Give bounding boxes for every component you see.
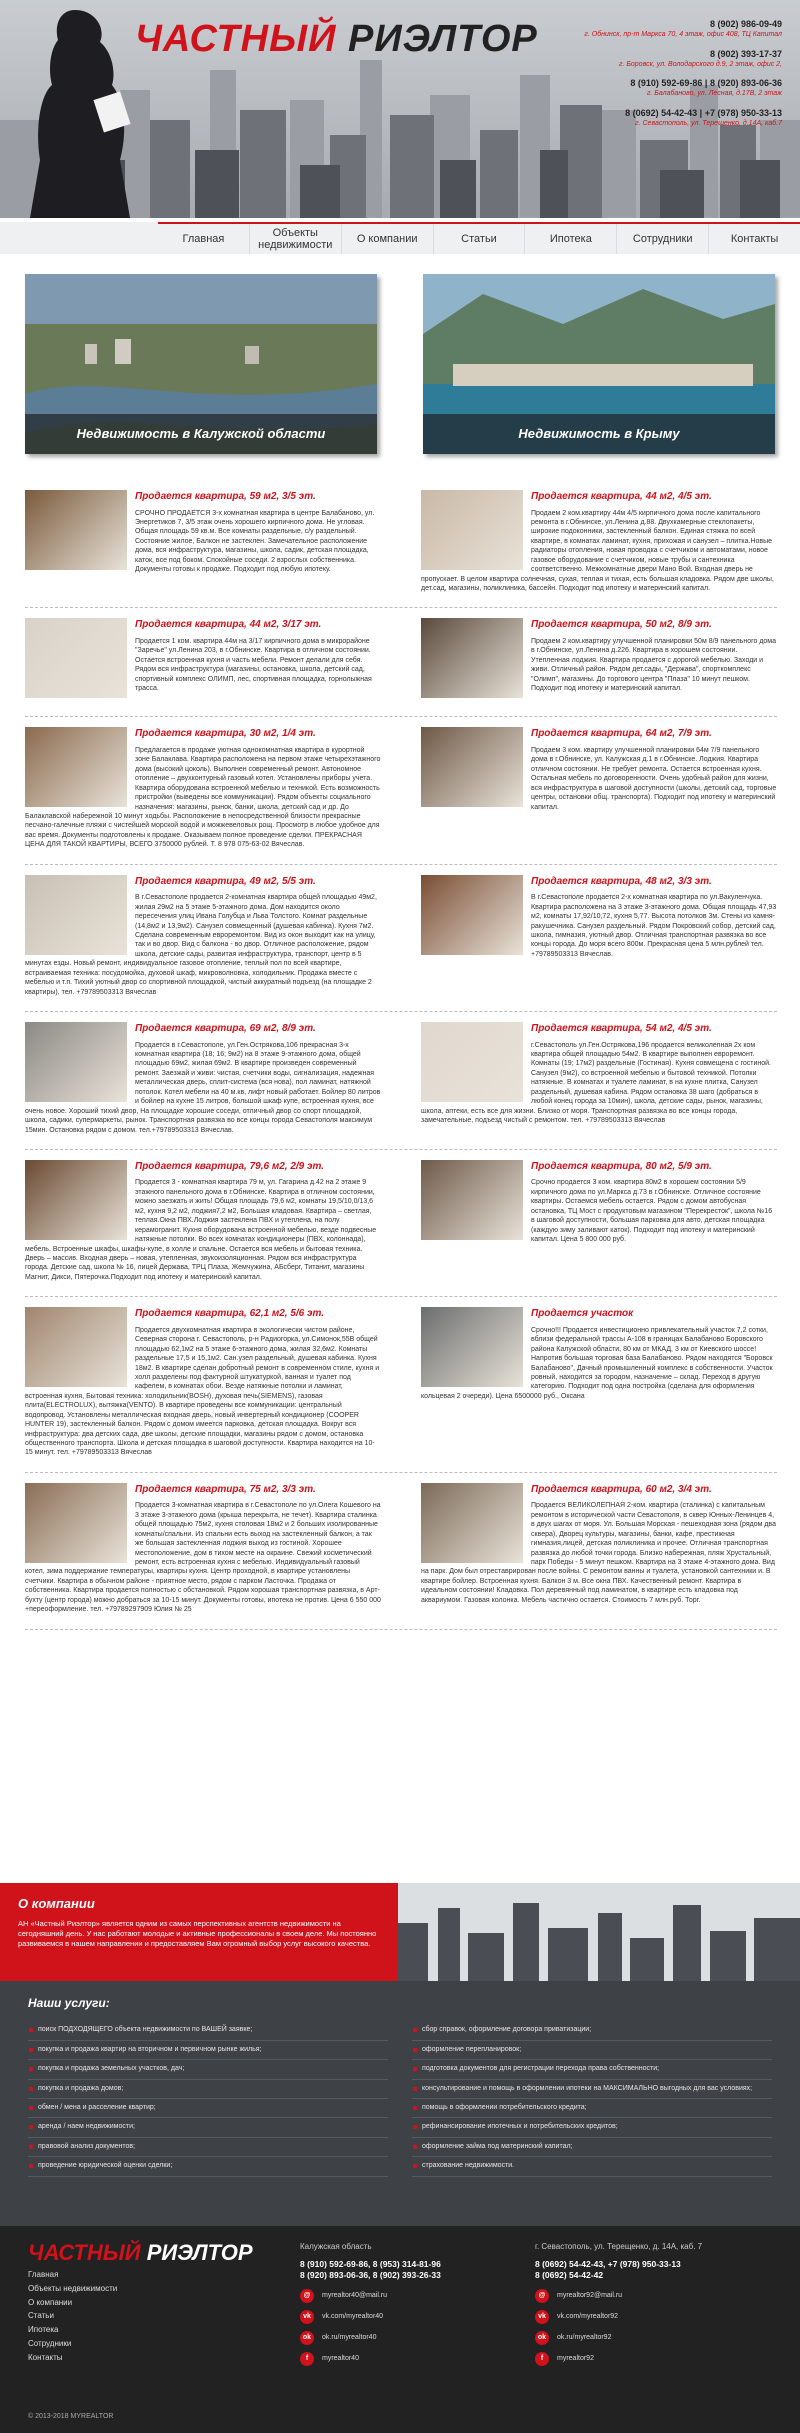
listing-card[interactable] <box>25 875 381 997</box>
service-item: поиск ПОДХОДЯЩЕГО объекта недвижимости по ВАШЕЙ заявке; <box>28 2021 388 2040</box>
service-item: оформление перепланировок; <box>412 2041 772 2060</box>
footer-nav-contacts[interactable]: Контакты <box>28 2352 63 2362</box>
service-item: помощь в оформлении потребительского кредита; <box>412 2099 772 2118</box>
services-left-list <box>28 2021 388 2177</box>
about-box <box>0 1883 398 1981</box>
email-text: myrealtor92@mail.ru <box>557 2292 623 2300</box>
listing-photo[interactable] <box>421 727 523 807</box>
header <box>0 0 800 218</box>
listing-photo[interactable] <box>25 875 127 955</box>
nav-item-staff[interactable]: Сотрудники <box>617 224 709 254</box>
footer-kaluga-heading: Калужская область <box>300 2242 372 2251</box>
listing-card[interactable] <box>421 618 777 702</box>
service-item: консультирование и помощь в оформлении ипотеки на МАКСИМАЛЬНО выгодных для вас условиях; <box>412 2080 772 2099</box>
realtor-silhouette-image <box>20 0 140 218</box>
service-item: проведение юридической оценки сделки; <box>28 2157 388 2176</box>
mail-icon: @ <box>300 2289 314 2303</box>
listing-photo[interactable] <box>421 618 523 698</box>
service-item: покупка и продажа квартир на вторичном и первичном рынке жилья; <box>28 2041 388 2060</box>
listing-description: Продается в г.Севастополе, ул.Ген.Острякова,106 прекрасная 3-х комнатная квартира (18; 16; 9м2) на 8 этаже 9-этажного дома, общей площадью 69м2, жилая 69м2. В квартире произведен современный ремонт. Заезжай и живи: чистая, счетчики воды, сигнализация, надежная металлическая дверь, сплит-система (вся нова), пол ламинат, натяжной потолок. Котел мебели на 40 м.кв, лифт новый работает. Бойлер 80 литров и бойлер на кухне 15 литров, большой шкаф купе, встроенная кухня, все очень новое. Хороший тихий двор, На площадке хорошие соседи, отличный двор со спорт площадкой, школа, садики, супермаркеты, рынок. Транспортная развязка во все концы города Севастополя максимум 15мин. Остановка рядом с домом. тел.+79789503313 Вячеслав. <box>25 1041 381 1134</box>
service-item: правовой анализ документов; <box>28 2138 388 2157</box>
contact-phone[interactable]: 8 (0692) 54-42-43 | +7 (978) 950-33-13 <box>625 107 782 118</box>
listing-card[interactable] <box>25 1483 381 1615</box>
listing-card[interactable] <box>421 875 777 997</box>
listing-title[interactable]: Продается квартира, 75 м2, 3/3 эт. <box>135 1483 316 1495</box>
listing-title[interactable]: Продается квартира, 44 м2, 4/5 эт. <box>531 491 712 502</box>
services-right-list <box>412 2021 772 2177</box>
listing-title[interactable]: Продается квартира, 69 м2, 8/9 эт. <box>135 1023 316 1035</box>
footer-logo-word-2: РИЭЛТОР <box>146 2240 253 2265</box>
footer-kaluga-email[interactable] <box>300 2289 530 2303</box>
footer-sevastopol-phones[interactable]: 8 (0692) 54-42-43, +7 (978) 950-33-13 8 (0692) 54-42-42 <box>535 2258 681 2280</box>
contact-phone[interactable]: 8 (910) 592-69-86 | 8 (920) 893-06-36 <box>630 78 782 89</box>
contact-address: г. Севастополь, ул. Терещенко, д.14А, каб.7 <box>635 119 782 127</box>
footer <box>0 2226 800 2433</box>
footer-nav-articles[interactable]: Статьи <box>28 2311 54 2321</box>
listing-photo[interactable] <box>25 1307 127 1387</box>
service-item: сбор справок, оформление договора приватизации; <box>412 2021 772 2040</box>
listing-description: г.Севастополь ул.Ген.Острякова,196 продается великолепная 2х ком квартира общей площадью 54м2. В квартире выполнен евроремонт. Комнаты (19; 17м2) раздельные (Гостиная). Кухня совмещена с гостиной. Санузел (9м2), со встроенной мебелью и бытовой техникой. Потолки натяжные. В комнатах и туалете ламинат, в на кухне плитка, Санузел раздельный, душевая кабина. Рядом остановка 38 шаго (добраться в любой конец города за 10мин), школа, детские сады, рынок, магазины, школа, аптеки, есть все для жизни. Близко от моря. Транспортная развязка во все концы города, замечательные, подъезд чистый с ремонтом. тел. +79789503313 Вячеслав <box>421 1041 771 1125</box>
listing-row <box>25 480 777 608</box>
listing-card[interactable] <box>421 490 777 593</box>
facebook-icon: f <box>535 2352 549 2366</box>
listing-card[interactable] <box>421 1483 777 1615</box>
services-heading: Наши услуги: <box>28 1996 110 2010</box>
listing-card[interactable] <box>25 1307 381 1458</box>
listing-row <box>25 608 777 717</box>
nav-item-objects[interactable]: Объекты недвижимости <box>250 224 342 254</box>
region-categories <box>25 274 775 454</box>
footer-kaluga-vk[interactable] <box>300 2310 530 2324</box>
listing-photo[interactable] <box>421 1022 523 1102</box>
listing-title[interactable]: Продается квартира, 30 м2, 1/4 эт. <box>135 728 316 740</box>
footer-kaluga-phones[interactable]: 8 (910) 592-69-86, 8 (953) 314-81-96 8 (920) 893-06-36, 8 (902) 393-26-33 <box>300 2258 441 2280</box>
service-item: оформление займа под материнский капитал; <box>412 2138 772 2157</box>
footer-nav-staff[interactable]: Сотрудники <box>28 2338 72 2348</box>
footer-nav-home[interactable]: Главная <box>28 2270 59 2279</box>
listing-photo[interactable] <box>421 1307 523 1387</box>
footer-sevastopol-email[interactable] <box>535 2289 775 2303</box>
listing-card[interactable] <box>25 1160 381 1282</box>
about-skyline-image <box>398 1883 800 1981</box>
listing-description: Продаем 3 ком. квартиру улучшенной планировки 64м 7/9 панельного дома в г.Обнинске, ул. Калужская д.1 в г.Обнинске. Лоджия. Квартира отличном состоянии. Не требует ремонта. Остается встроенная кухня. Остальная мебель по договоренности. Очень удобный район для жизни, вся инфраструктура в шаговой доступности (школы, детский сад, торговые центры, остановки общ. транспорта). Подходит под ипотеку и материнский капитал. <box>531 746 777 811</box>
listing-row <box>25 717 777 864</box>
ok-text: ok.ru/myrealtor40 <box>322 2334 377 2342</box>
listing-card[interactable] <box>421 1307 777 1458</box>
listing-card[interactable] <box>421 1022 777 1135</box>
listing-photo[interactable] <box>25 1022 127 1102</box>
nav-item-about[interactable]: О компании <box>342 224 434 254</box>
listing-description: СРОЧНО ПРОДАЕТСЯ 3-х комнатная квартира в центре Балабаново, ул. Энергетиков 7, 3/5 этаж очень хорошего кирпичного дома. Не угловая. Общая площадь 59 кв.м. Все комнаты раздельные, с/у раздельный. Состояние жилое, Балкон не застеклен. Замечательное расположение дома, вся инфраструктура, магазины, школа, садик, детская площадка, каток, все под боком. Спокойные соседи. 2 взрослых собственника. Документы готовы к продаже. Подходит под любую ипотеку. <box>135 509 375 574</box>
contact-phone[interactable]: 8 (902) 986-09-49 <box>709 19 782 29</box>
header-contacts <box>512 18 782 136</box>
listing-photo[interactable] <box>421 875 523 955</box>
vk-text: vk.com/myrealtor92 <box>557 2313 619 2321</box>
footer-logo-word-1: ЧАСТНЫЙ <box>28 2240 141 2265</box>
ok-icon: ok <box>300 2331 314 2345</box>
listing-description: Срочно продается 3 ком. квартира 80м2 в хорошем состоянии 5/9 кирпичного дома по ул.Маркса д.73 в г.Обнинске. Отличное состояние квартиры. Остаемся мебель остается. Рядом с домом автобусная остановка, ТЦ Мост с продуктовым магазином "Перекресток", школа №16 в шаговой доступности, большая парковка для авто, детская площадка (каждую зиму заливают каток). Подходит под ипотеку и материнский капитал. Цена 5 800 000 руб. <box>531 1179 773 1244</box>
service-item: обмен / мена и расселение квартир; <box>28 2099 388 2118</box>
listing-title[interactable]: Продается квартира, 54 м2, 4/5 эт. <box>531 1023 712 1035</box>
listing-description: В г.Севастополе продается 2-х комнатная квартира по ул.Вакуленчука. Квартира расположена на 3 этаже 3-этажного дома. Общая площадь 47,93 м2, комнаты 17,92/10,72, кухня 5,77. Высота потолков 3м. Стены из камня-ракушечника. Санузел раздельный. Рядом Покровский собор, детский сад, школа, гимназия, уютный двор. Отличная транспортная развязка во все концы города. До моря всего 800м. Прекрасная цена 5 млн.рублей тел. +79789503313 Вячеслав. <box>531 894 777 958</box>
service-item: подготовка документов для регистрации перехода права собственности; <box>412 2060 772 2079</box>
footer-sevastopol-heading: г. Севастополь, ул. Терещенко, д. 14А, каб. 7 <box>535 2242 703 2251</box>
contact-address: г. Боровск, ул. Володарского д.9, 2 этаж, офис 2, <box>619 60 782 68</box>
listing-description: Срочно!!! Продается инвестиционно привлекательный участок 7,2 сотки, вблизи федеральной трассы А-108 в границах Балабаново Боровского района Калужской области, 80 км от МКАД, 3 км от Киевского шоссе! Напротив большая торговая база Балабаново. Рядом находятся "Боровск Балабаново", Дачный промышленный комплекс в собственности. Участок ровный, находится за городом, назначение – склад. Переход в другую категорию. Подходит под одна постройка (сделана для оформления кольцевая 2 очереди). Цена 6500000 руб., Оксана <box>421 1326 773 1400</box>
vk-icon: vk <box>535 2310 549 2324</box>
footer-sevastopol-fb[interactable] <box>535 2352 775 2366</box>
fb-text: myrealtor40 <box>322 2355 359 2363</box>
email-text: myrealtor40@mail.ru <box>322 2292 388 2300</box>
services-section <box>0 1981 800 2226</box>
footer-nav-objects[interactable]: Объекты недвижимости <box>28 2283 118 2293</box>
listing-description: Продается 1 ком. квартира 44м на 3/17 кирпичного дома в микрорайоне "Заречье" ул.Ленина 203, в г.Обнинске. Квартира в отличном состоянии. Остается встроенная кухня и часть мебели. Ремонт делали для себя. Рядом вся инфраструктура (магазины, остановка, школа, детский сад, спортивный комплекс ОЛИМП, лес, спортивная площадка, горнолыжная трасса. <box>135 637 372 693</box>
listing-description: Продаем 2 ком.квартиру улучшенной планировки 50м 8/9 панельного дома в г.Обнинске, ул.Ленина д.226. Квартира в хорошем состоянии. Утепленная лоджия. Квартира продается с дорогой мебелью. Заходи и живи. Отличный район. Рядом дет.сады, "Держава", спорткомплекс "Олимп", магазины. До торгового центра "Плаза" 10 минут пешком. Подходит под ипотеку и материнский капитал. <box>531 637 777 693</box>
vk-text: vk.com/myrealtor40 <box>322 2313 384 2321</box>
category-kaluga-label: Недвижимость в Калужской области <box>25 414 377 454</box>
listing-title[interactable]: Продается квартира, 48 м2, 3/3 эт. <box>531 875 712 887</box>
listing-photo[interactable] <box>421 1160 523 1240</box>
mail-icon: @ <box>535 2289 549 2303</box>
main-nav <box>158 222 800 254</box>
category-kaluga[interactable] <box>25 274 377 454</box>
logo-word-1: ЧАСТНЫЙ <box>135 18 337 60</box>
about-section <box>0 1883 800 1981</box>
footer-sevastopol-ok[interactable] <box>535 2331 775 2345</box>
contact-phone[interactable]: 8 (902) 393-17-37 <box>709 48 782 59</box>
listing-photo[interactable] <box>25 727 127 807</box>
about-text: АН «Частный Риэлтор» является одним из самых перспективных агентств недвижимости на сегодняшний день. У нас работают молодые и активные профессионалы в своем деле. Мы постоянно развиваемся в нашем направлении и предоставляем Вам огромный выбор услуг высокого качества. <box>18 1918 377 1948</box>
nav-item-contacts[interactable]: Контакты <box>730 232 779 245</box>
copyright: © 2013-2018 MYREALTOR <box>28 2412 114 2420</box>
listing-description: Продается 3 - комнатная квартира 79 м, ул. Гагарина д.42 на 2 этаже 9 этажного панельного дома в г.Обнинске. Квартира в отличном состоянии, можно заезжать и жить! Общая площадь 79,6 м2, комнаты 19,5/10,0/13,6 м2, кухня 9,2 м2, лоджия7,2 м2, Большая кладовая. Квартира – светлая, теплая.Окна ПВХ.Лоджия застеклена ПВХ и утеплена, на полу керамогранит. Кухня оборудована встроенной мебелью, везде подвесные натяжные потолки. Во всех комнатах кондиционеры (ПВХ, колоннада), мебель. Встроенные шкафы, шкафы-купе, в холле и спальне. Остается вся мебель и бытовая техника. Дверь – массив. Входная дверь – новая, утепленная, звукоизоляционная. Рядом вся инфраструктура города. Детские сад, школа № 16, лицей Держава, ТРЦ Плаза, Жемчужина, АБсберг, Титанит, магазины Магнит, Дикси, Пятерочка.Подходит под ипотеку и материнский капитал. <box>25 1179 377 1281</box>
contact-address: г. Балабаново, ул. Лесная, д.17В, 2 этаж <box>646 90 782 98</box>
footer-sevastopol-vk[interactable] <box>535 2310 775 2324</box>
service-item: покупка и продажа земельных участков, дач; <box>28 2060 388 2079</box>
vk-icon: vk <box>300 2310 314 2324</box>
listing-row <box>25 1297 777 1473</box>
listing-title[interactable]: Продается квартира, 64 м2, 7/9 эт. <box>531 728 712 740</box>
logo-word-2: РИЭЛТОР <box>348 18 538 60</box>
listing-description: Продается двухкомнатная квартира в экологически чистом районе, Северная сторона г. Севастополь, р-н Радиогорка, ул.Симонок,55В общей площадью 62,1м2 на 5 этаже 6-этажного дома, жилая 32,6м2. Комнаты раздельные 17,5 и 15,1м2. Сан.узел раздельный, душевая кабинка. Кухня 18м2. В квартире сделан добротный ремонт в современном стиле, кухня и холл разделены под фактурной штукатуркой, ванная и туалет под кафелем, в комнатах обои. Везде натяжные потолки и ламинат, встроенная кухня, Бытовая техника: холодильник(BOSH), духовая печь(SIEMENS), газовая плита(ELECTROLUX), вытяжка(VENTO). В квартире проведены все коммуникации: центральный водопровод. Установлены металлическая входная дверь, новый инвертерный кондиционер (COOPER HUNTER 19), застекленный балкон. Рядом с домом имеется парковка, детская площадка. Вокруг вся инфраструктура: два детских сада, две школы, детские площадки, магазины рядом с домом, остановка общественного транспорта. Школа и детская площадка в шаговой доступности. Квартира находится на 10-15 минут. тел. +79789503313 Вячеслав <box>25 1326 380 1457</box>
listing-row <box>25 1473 777 1630</box>
listing-title[interactable]: Продается квартира, 50 м2, 8/9 эт. <box>531 619 712 631</box>
footer-kaluga-fb[interactable] <box>300 2352 530 2366</box>
footer-nav-mortgage[interactable]: Ипотека <box>28 2325 59 2335</box>
contact-sevastopol <box>512 107 782 129</box>
ok-icon: ok <box>535 2331 549 2345</box>
listing-card[interactable] <box>25 727 381 849</box>
service-item: аренда / наем недвижимости; <box>28 2118 388 2137</box>
listing-title[interactable]: Продается квартира, 62,1 м2, 5/6 эт. <box>135 1308 325 1320</box>
listing-title[interactable]: Продается квартира, 44 м2, 3/17 эт. <box>135 619 322 631</box>
listing-card[interactable] <box>25 1022 381 1135</box>
listing-photo[interactable] <box>25 490 127 570</box>
listing-title[interactable]: Продается участок <box>531 1308 634 1320</box>
listing-title[interactable]: Продается квартира, 80 м2, 5/9 эт. <box>531 1160 712 1172</box>
listing-title[interactable]: Продается квартира, 79,6 м2, 2/9 эт. <box>135 1160 325 1172</box>
listing-card[interactable] <box>25 618 381 702</box>
facebook-icon: f <box>300 2352 314 2366</box>
nav-item-home[interactable]: Главная <box>158 224 250 254</box>
listing-title[interactable]: Продается квартира, 49 м2, 5/5 эт. <box>135 875 316 887</box>
listing-row <box>25 1012 777 1150</box>
service-item: покупка и продажа домов; <box>28 2080 388 2099</box>
listing-description: Продается ВЕЛИКОЛЕПНАЯ 2-ком. квартира (сталинка) с капитальным ремонтом в исторической части Севастополя, в сквер Юнных-Ленинцев 4, в двух шагах от моря. Ул. Большая Морская - пешеходная зона (рядом два сквера), Дворец культуры, магазины, банки, кафе, престижная гимназия,лицей, детская поликлиника и прочее. Отличная транспортная развязка до любой точки города. Близко набережная, пляж Хрустальный, парк Победы - 5 минут пешком. Квартира на 3 этаже 4-этажного дома. Вид на парк. Дом был отреставрирован после войны. С ремонтом ванны и туалета, установкой сантехники и. В квартире бойлер. Встроенная кухня. Балкон 3 м. Все окна ПВХ. Качественный ремонт. Квартира в идеальном состоянии! Кладовка. Пол деревянный под ламинатом, в квартире есть кладовка под аквариумом. Газовая колонка. Мебель частично остается. Стоимость 7 млн.руб. Торг. <box>421 1502 776 1604</box>
nav-item-mortgage[interactable]: Ипотека <box>525 224 617 254</box>
listing-photo[interactable] <box>25 1483 127 1563</box>
about-heading: О компании <box>18 1896 95 1911</box>
listing-card[interactable] <box>421 1160 777 1282</box>
listing-photo[interactable] <box>421 1483 523 1563</box>
listing-description: Продаем 2 ком.квартиру 44м 4/5 кирпичного дома после капитального ремонта в г.Обнинске, ул.Ленина д.88. Двухкамерные стеклопакеты, широкие подоконники, застекленный балкон. Единая стяжка по всей квартире, в комнатах ламинат, кухня, прихожая и санузел – плитка.Новые радиаторы отопления, новая проводка с счетчиком и автоматами, новое газовое оборудование с счетчиком, новые трубы и сантехника соответственно. Межкомнатные двери Мано Вой. Входная дверь не пропускает. В целом квартира солнечная, сухая, теплая и тихая, есть большая кладовка. Рядом две школы, дет.сад, магазины, поликлиника, бассейн. Подходит под ипотеку и материнский капитал. <box>421 509 774 592</box>
listing-title[interactable]: Продается квартира, 60 м2, 3/4 эт. <box>531 1483 712 1495</box>
nav-item-articles[interactable]: Статьи <box>434 224 526 254</box>
footer-kaluga-ok[interactable] <box>300 2331 530 2345</box>
listing-title[interactable]: Продается квартира, 59 м2, 3/5 эт. <box>135 491 316 502</box>
listings <box>25 480 777 1630</box>
site-logo[interactable] <box>135 20 538 58</box>
footer-sevastopol-contacts <box>535 2242 775 2373</box>
listing-photo[interactable] <box>25 1160 127 1240</box>
listing-row <box>25 1150 777 1297</box>
contact-balabanovo <box>512 77 782 99</box>
contact-address: г. Обнинск, пр-т Маркса 70, 4 этаж, офис 408, ТЦ Капитал <box>584 31 782 39</box>
listing-description: Продается 3-комнатная квартира в г.Севастополе по ул.Олега Кошевого на 3 этаже 3-этажного дома (крыша перекрыта, не течет). Квартира сталинка общей площадью 75м2, кухня столовая 18м2 и 2 больших изолированные комнаты/спальни. Из спальни есть выход на застекленный балкон, а так же большая застекленная лоджия выход из гостиной. Хорошее местоположение, дом в тихом месте на окраине. Свежий косметический ремонт, есть встроенная кухня с мебелью. Индивидуальный газовый котел, зима поддержание температуры, квартиры кухня. Центр проходной, в квартире установлены счетчики. Квартира в обычном районе - приятное место, рядом с парком Ласточка. Продажа от собственника. Квартира продается полностью с обстановкой. Рядом хорошая транспортная развязка, в Арт-бухту (центр города) можно добраться за 10-15 минут. Документы готовы, ипотека не против. Цена 6 550 000 +переоформление. тел. +79789297909 Юлия № 25 <box>25 1502 381 1614</box>
service-item: рефинансирование ипотечных и потребительских кредитов; <box>412 2118 772 2137</box>
service-item: страхование недвижимости. <box>412 2157 772 2176</box>
contact-borovsk <box>512 48 782 70</box>
listing-card[interactable] <box>421 727 777 849</box>
listing-card[interactable] <box>25 490 381 593</box>
listing-photo[interactable] <box>421 490 523 570</box>
listing-description: Предлагается в продаже уютная однокомнатная квартира в курортной зоне Балаклава. Квартира расположена на первом этаже четырехэтажного дома (высокий цоколь). Выполнен современный ремонт. Автономное отопление – двухконтурный газовый котел. Установлены приборы учета. Квартира оборудована встроенной мебелью и техникой. Есть возможность пристройки (выведены все коммуникации). Рядом объекты социального назначения: магазины, рынок, банки, школа, детский сад и др. До Балаклавской набережной 10 минут ходьбы. Расположение в непосредственной близости прекрасные песчано-галечные пляжи с чистейшей морской водой и можжевеловых рощ. Просмотр в любое удобное для вас время. Документы подготовлены к продаже. Оказываем полное проведение сделки. ПРЕКРАСНАЯ ЦЕНА ДЛЯ ТАКОЙ КВАРТИРЫ, ВСЕГО 3750000 рублей. Т. 8 978 075-63-02 Вячеслав. <box>25 746 381 849</box>
listing-photo[interactable] <box>25 618 127 698</box>
fb-text: myrealtor92 <box>557 2355 594 2363</box>
contact-obninsk <box>512 18 782 40</box>
category-crimea[interactable] <box>423 274 775 454</box>
footer-nav-about[interactable]: О компании <box>28 2297 73 2307</box>
category-crimea-label: Недвижимость в Крыму <box>423 414 775 454</box>
listing-description: В г.Севастополе продается 2-комнатная квартира общей площадью 49м2, жилая 29м2 на 5 этаже 5-этажного дома. Дом находится около пересечения улиц Ивана Голубца и Льва Толстого. Комнат раздельные (14,8м2 и 13,9м2). Санузел совмещенный (душевая кабинка). Кухня 7м2. Сделана современным евроремонтом. Вид из окон выходит как на улицу, так и во двор. Вид с балкона - во двор. Отличное расположение, рядом школа, детские сады, развитая инфраструктура, транспорт, центр в 5 минутах езды. Новый ремонт, индивидуальное газовое отопление, теплый пол по всей квартире, встраиваемая техника: посудомойка, духовой шкаф, микроволновка, холодильник. Продажа вместе с мебелью и т.п. Тихий уютный двор со спортивной площадкой, чистый аккуратный подъезд (на площадке 2 квартиры). тел. +79789503313 Вячеслав <box>25 894 377 996</box>
ok-text: ok.ru/myrealtor92 <box>557 2334 612 2342</box>
listing-row <box>25 865 777 1012</box>
footer-kaluga-contacts <box>300 2242 530 2373</box>
